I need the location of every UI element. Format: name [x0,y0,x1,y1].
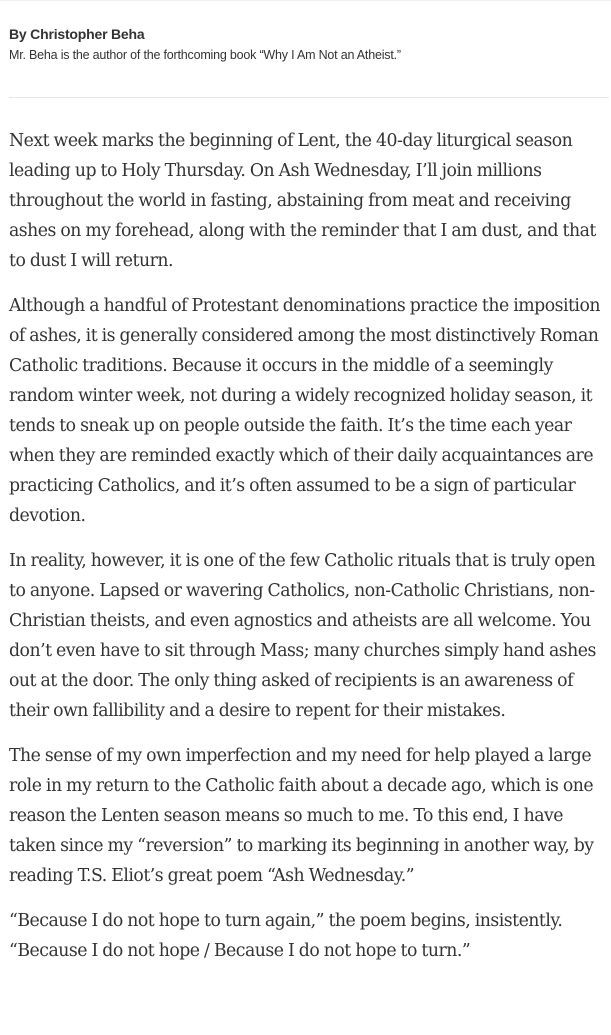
article-paragraph: Although a handful of Protestant denominations practice the imposition of ashes, it is generally considered among the most distinctively Roman Catholic traditions. Because it occurs in the middle of a seemingly random winter week, not during a widely recognized holiday season, it tends to sneak up on people outside the faith. It’s the time each year when they are reminded exactly which of their daily acquaintances are practicing Catholics, and it’s often assumed to be a sign of particular devotion. [9,296,600,526]
article-paragraph: “Because I do not hope to turn again,” the poem begins, insistently. “Because I do not hope / Because I do not hope to turn.” [9,911,563,961]
section-divider [9,97,609,98]
article-paragraph: In reality, however, it is one of the few Catholic rituals that is truly open to anyone. Lapsed or wavering Catholics, non-Catholic Christians, non-Christian theists, and even agnostics and atheists are all welcome. You don’t even have to sit through Mass; many churches simply hand ashes out at the door. The only thing asked of recipients is an awareness of their own fallibility and a desire to repent for their mistakes. [9,551,596,721]
author-byline: By Christopher Beha [9,26,145,42]
article-body [9,126,611,981]
article-paragraph: The sense of my own imperfection and my need for help played a large role in my return to the Catholic faith about a decade ago, which is one reason the Lenten season means so much to me. To this end, I have taken since my “reversion” to marking its beginning in another way, by reading T.S. Eliot’s great poem “Ash Wednesday.” [9,746,594,886]
author-bio: Mr. Beha is the author of the forthcoming book “Why I Am Not an Atheist.” [9,48,401,62]
top-divider [0,0,611,1]
byline-block [9,24,609,64]
article-paragraph: Next week marks the beginning of Lent, the 40-day liturgical season leading up to Holy Thursday. On Ash Wednesday, I’ll join millions throughout the world in fasting, abstaining from meat and receiving ashes on my forehead, along with the reminder that I am dust, and that to dust I will return. [9,131,596,271]
